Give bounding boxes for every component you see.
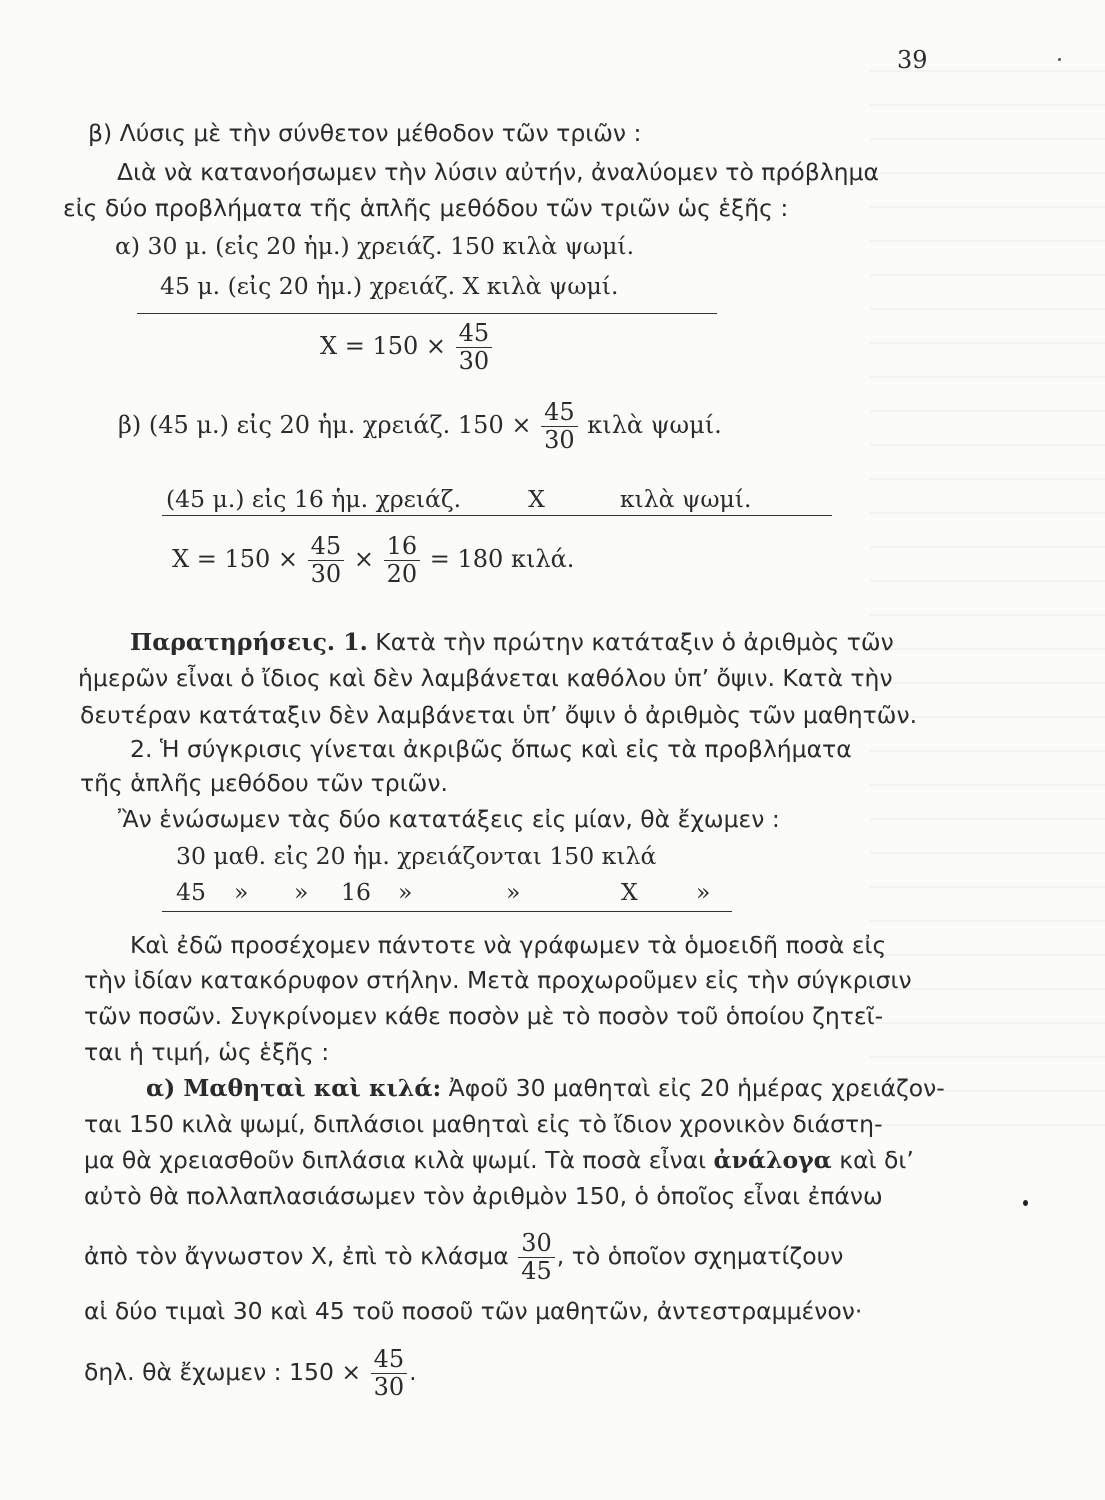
paragraph-line xyxy=(84,1145,914,1175)
cell: 16 xyxy=(341,878,371,906)
unknown-x: X xyxy=(621,878,638,906)
paragraph-line: αἱ δύο τιμαὶ 30 καὶ 45 τοῦ ποσοῦ τῶν μαθητῶν, ἀντεστραμμένον· xyxy=(84,1297,863,1325)
fraction-denominator: 30 xyxy=(310,560,342,588)
fraction xyxy=(456,320,493,375)
fraction-denominator: 30 xyxy=(458,347,490,375)
paragraph-line: ται ἡ τιμή, ὡς ἑξῆς : xyxy=(84,1038,330,1066)
fraction-denominator: 30 xyxy=(373,1373,405,1401)
comparison-line-1 xyxy=(146,1073,945,1103)
combined-row-1: 30 μαθ. εἰς 20 ἡμ. χρειάζονται 150 κιλά xyxy=(176,842,657,870)
paragraph-line: δευτέραν κατάταξιν δὲν λαμβάνεται ὑπ’ ὄψιν ὁ ἀριθμὸς τῶν μαθητῶν. xyxy=(80,701,918,729)
fraction xyxy=(384,533,421,588)
arrangement-b-row2 xyxy=(166,484,752,514)
ditto-mark: » xyxy=(398,878,413,906)
ditto-mark: » xyxy=(506,878,521,906)
arrangement-rule xyxy=(137,313,717,314)
formula-1 xyxy=(320,320,494,375)
paragraph-line: 2. Ἡ σύγκρισις γίνεται ἀκριβῶς ὅπως καὶ εἰς τὰ προβλήματα xyxy=(130,735,852,763)
line-text: δηλ. θὰ ἔχωμεν : 150 × xyxy=(84,1358,362,1386)
formula-3 xyxy=(172,533,574,588)
line-text: καὶ δι’ xyxy=(839,1146,914,1174)
fraction xyxy=(371,1346,408,1401)
paragraph-line: ται 150 κιλὰ ψωμί, διπλάσιοι μαθηταὶ εἰς τὸ ἴδιον χρονικὸν διάστη- xyxy=(84,1110,883,1138)
speck-mark xyxy=(1058,58,1061,61)
paragraph-line: τῶν ποσῶν. Συγκρίνομεν κάθε ποσὸν μὲ τὸ ποσὸν τοῦ ὁποίου ζητεῖ- xyxy=(84,1002,884,1030)
row-text: κιλὰ ψωμί. xyxy=(587,411,722,439)
row-text: β) (45 μ.) εἰς 20 ἡμ. χρειάζ. 150 × xyxy=(118,411,532,439)
final-expression-line xyxy=(84,1346,417,1401)
comparison-text: Ἀφοῦ 30 μαθηταὶ εἰς 20 ἡμέρας χρειάζον- xyxy=(448,1074,945,1102)
line-text: . xyxy=(409,1358,417,1386)
paragraph-line: εἰς δύο προβλήματα τῆς ἁπλῆς μεθόδου τῶν τριῶν ὡς ἑξῆς : xyxy=(63,194,789,222)
fraction-numerator: 45 xyxy=(308,533,345,561)
arrangement-a-row2: 45 μ. (εἰς 20 ἡμ.) χρειάζ. X κιλὰ ψωμί. xyxy=(160,272,619,300)
unknown-x: X xyxy=(528,485,545,513)
fraction-denominator: 20 xyxy=(386,560,418,588)
fraction xyxy=(541,399,578,454)
paragraph-line: αὐτὸ θὰ πολλαπλασιάσωμεν τὸν ἀριθμὸν 150, ὁ ὁποῖος εἶναι ἐπάνω xyxy=(84,1182,883,1210)
page-number: 39 xyxy=(897,46,928,74)
fraction xyxy=(308,533,345,588)
paragraph-line: τῆς ἁπλῆς μεθόδου τῶν τριῶν. xyxy=(80,769,448,797)
ditto-mark: » xyxy=(294,878,309,906)
fraction-numerator: 16 xyxy=(384,533,421,561)
times-sign: × xyxy=(353,545,374,573)
arrangement-rule xyxy=(162,515,832,516)
comparison-heading: α) Μαθηταὶ καὶ κιλά: xyxy=(146,1074,442,1102)
fraction-numerator: 45 xyxy=(456,320,493,348)
arrangement-rule xyxy=(162,911,732,912)
row-text: κιλὰ ψωμί. xyxy=(619,485,752,513)
fraction-denominator: 30 xyxy=(544,426,575,454)
line-text: , τὸ ὁποῖον σχηματίζουν xyxy=(556,1242,844,1270)
fraction-numerator: 45 xyxy=(371,1346,408,1374)
fraction-numerator: 30 xyxy=(518,1230,555,1258)
row-text: (45 μ.) εἰς 16 ἡμ. χρειάζ. xyxy=(166,485,462,513)
remarks-line-1 xyxy=(130,627,894,657)
line-text: ἀπὸ τὸν ἄγνωστον X, ἐπὶ τὸ κλάσμα xyxy=(84,1242,509,1270)
formula-lhs: X = 150 × xyxy=(172,545,298,573)
formula-result: = 180 κιλά. xyxy=(429,545,575,573)
solution-heading xyxy=(88,118,641,148)
emphasis-word: ἀνάλογα xyxy=(713,1146,832,1174)
fraction-numerator: 45 xyxy=(541,399,578,427)
paragraph-line: τὴν ἰδίαν κατακόρυφον στήλην. Μετὰ προχωροῦμεν εἰς τὴν σύγκρισιν xyxy=(84,966,912,994)
cell: 45 xyxy=(176,878,206,906)
formula-lhs: X = 150 × xyxy=(320,332,446,360)
ditto-mark: » xyxy=(234,878,249,906)
remarks-text: Κατὰ τὴν πρώτην κατάταξιν ὁ ἀριθμὸς τῶν xyxy=(375,628,894,656)
remarks-heading: Παρατηρήσεις. 1. xyxy=(130,628,368,656)
paragraph-line: Ἂν ἑνώσωμεν τὰς δύο κατατάξεις εἰς μίαν, θὰ ἔχωμεν : xyxy=(118,805,780,833)
arrangement-a-row1: α) 30 μ. (εἰς 20 ἡμ.) χρειάζ. 150 κιλὰ ψωμί. xyxy=(115,232,635,260)
paragraph-line-with-fraction xyxy=(84,1230,843,1285)
line-text: μα θὰ χρειασθοῦν διπλάσια κιλὰ ψωμί. Τὰ ποσὰ εἶναι xyxy=(84,1146,707,1174)
fraction xyxy=(518,1230,555,1285)
solution-heading-text: β) Λύσις μὲ τὴν σύνθετον μέθοδον τῶν τριῶν : xyxy=(88,119,642,147)
paragraph-line: Καὶ ἐδῶ προσέχομεν πάντοτε νὰ γράφωμεν τὰ ὁμοειδῆ ποσὰ εἰς xyxy=(130,931,887,959)
ditto-mark: » xyxy=(696,878,711,906)
paragraph-line: ἡμερῶν εἶναι ὁ ἴδιος καὶ δὲν λαμβάνεται καθόλου ὑπ’ ὄψιν. Κατὰ τὴν xyxy=(78,664,893,692)
paragraph-line: Διὰ νὰ κατανοήσωμεν τὴν λύσιν αὐτήν, ἀναλύομεν τὸ πρόβλημα xyxy=(117,158,879,186)
ink-speck xyxy=(1023,1200,1028,1206)
arrangement-b-row1 xyxy=(118,399,722,454)
fraction-denominator: 45 xyxy=(521,1257,552,1285)
